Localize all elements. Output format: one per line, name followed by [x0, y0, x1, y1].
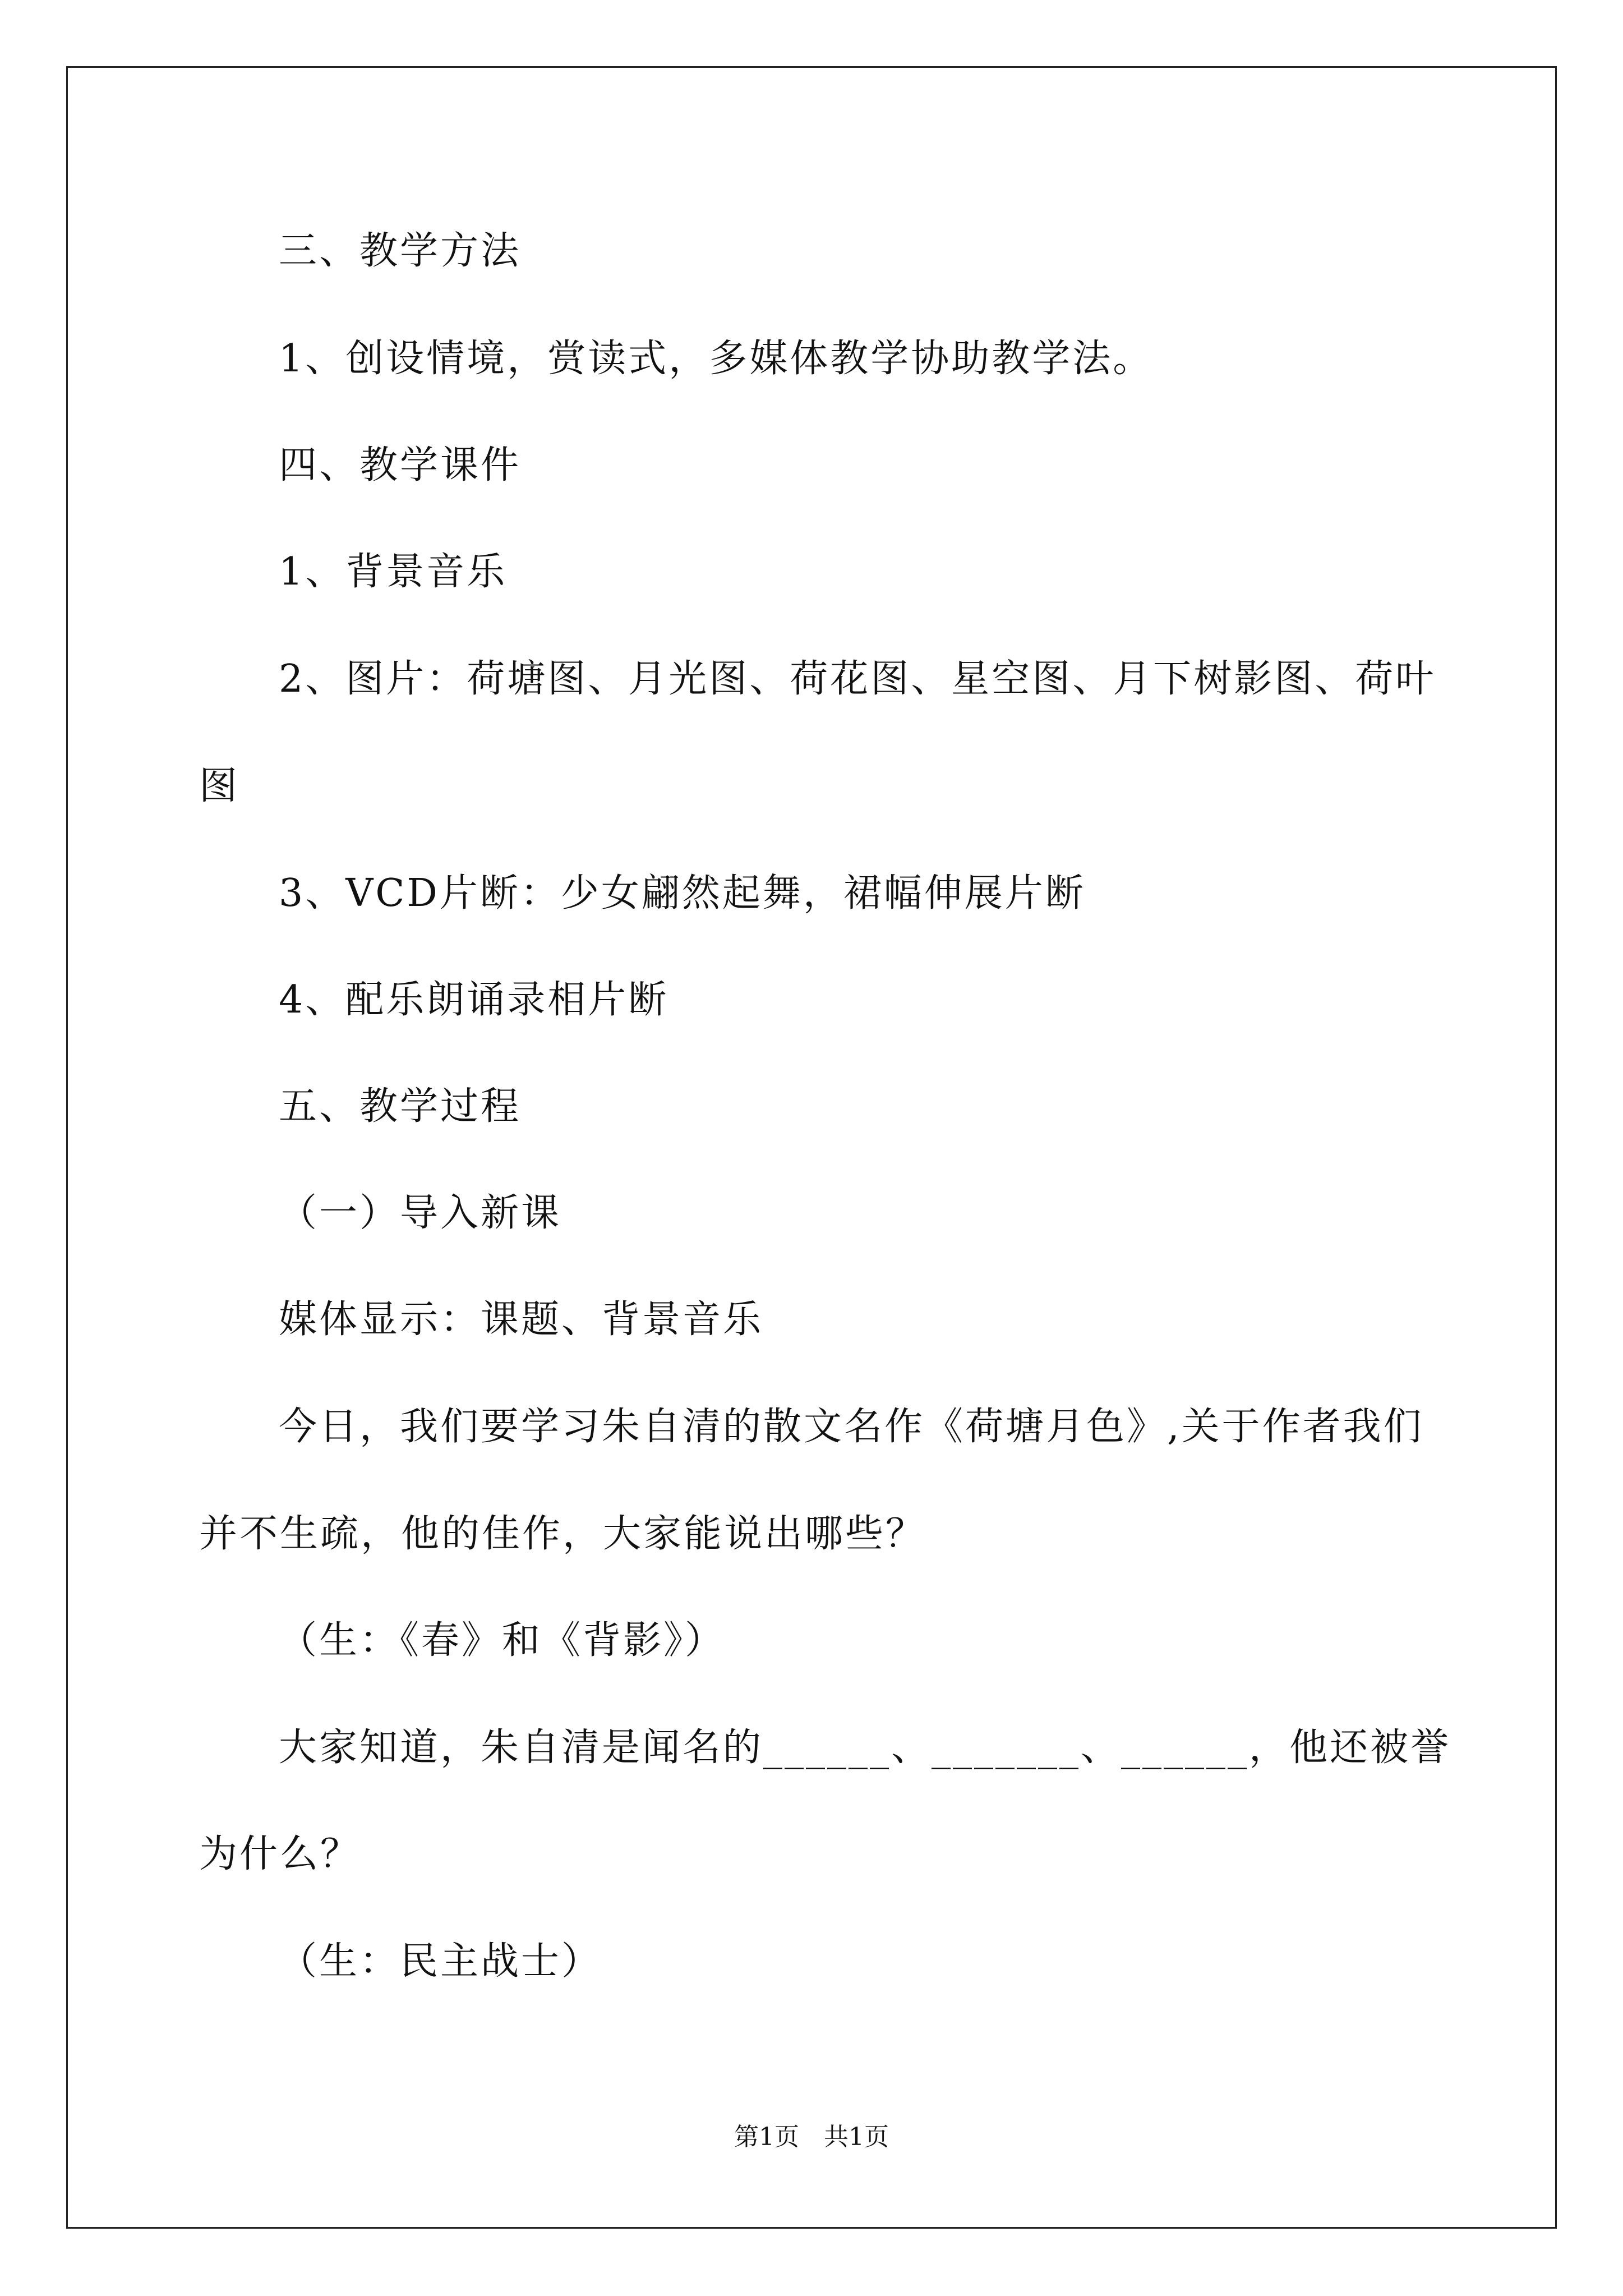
paragraph-line: 今日，我们要学习朱自清的散文名作《荷塘月色》,关于作者我们	[279, 1405, 1424, 1449]
section-heading-courseware: 四、教学课件	[279, 443, 522, 487]
paragraph-line: （生：民主战士）	[279, 1939, 602, 1984]
section-heading-process: 五、教学过程	[279, 1084, 522, 1129]
paragraph-line: 并不生疏，他的佳作，大家能说出哪些？	[199, 1512, 926, 1556]
section-heading-methods: 三、教学方法	[279, 229, 522, 273]
subsection-heading: （一）导入新课	[279, 1191, 562, 1235]
paragraph-line: 图	[199, 764, 240, 808]
paragraph-line: 媒体显示：课题、背景音乐	[279, 1297, 764, 1342]
paragraph-line: （生：《春》和《背影》）	[279, 1618, 726, 1663]
paragraph-line: 3、VCD片断：少女翩然起舞，裙幅伸展片断	[279, 871, 1086, 915]
paragraph-line: 2、图片：荷塘图、月光图、荷花图、星空图、月下树影图、荷叶	[279, 657, 1436, 701]
paragraph-line: 4、配乐朗诵录相片断	[279, 978, 669, 1022]
paragraph-line: 大家知道，朱自清是闻名的______、_______、______，他还被誉	[279, 1726, 1451, 1770]
page-number: 第1页 共1页	[734, 2123, 889, 2151]
paragraph-line: 1、背景音乐	[279, 550, 508, 594]
paragraph-line: 为什么？	[199, 1832, 361, 1876]
paragraph-line: 1、创设情境，赏读式，多媒体教学协助教学法。	[279, 337, 1154, 381]
